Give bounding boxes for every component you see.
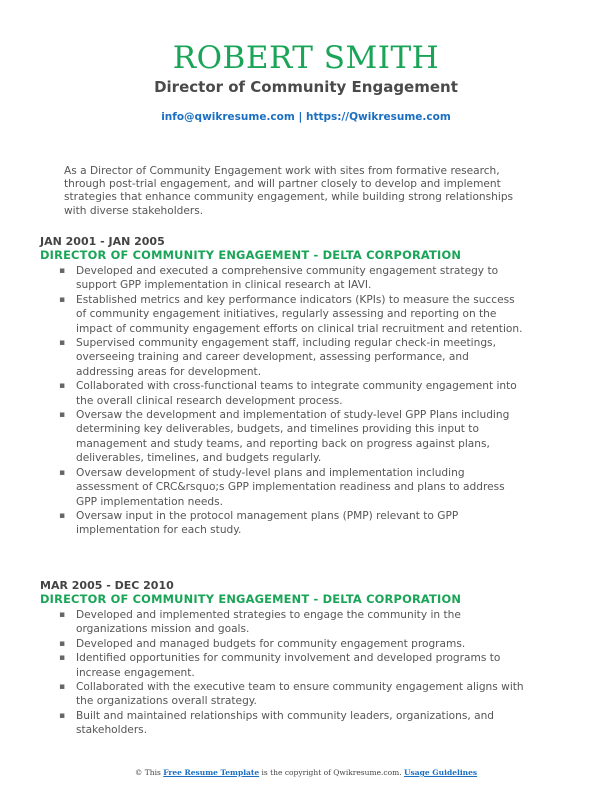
summary: As a Director of Community Engagement work with sites from formative research, through post-trial engagement, and will partner closely to develop and implement strategies that enhance community engagement, while building strong relationships with diverse stakeholders. (64, 165, 514, 217)
free-resume-template-link[interactable]: Free Resume Template (163, 768, 260, 777)
job-entry (40, 235, 560, 538)
bullet-icon: ▪ (59, 610, 66, 620)
bullet-item (59, 709, 526, 738)
bullet-item (59, 408, 526, 466)
bullet-text: Built and maintained relationships with community leaders, organizations, and stakeholders. (76, 709, 495, 737)
bullet-text: Supervised community engagement staff, including regular check-in meetings, overseeing training and career development, assessing performance, and addressing areas for development. (76, 337, 496, 378)
candidate-name: ROBERT SMITH (172, 40, 440, 76)
bullet-icon: ▪ (59, 510, 66, 521)
bullet-icon: ▪ (59, 638, 66, 649)
footer-text: is the copyright of Qwikresume.com. (259, 768, 405, 777)
contact-line (0, 111, 612, 123)
bullet-item (59, 264, 526, 293)
bullet-item (59, 379, 526, 408)
separator: | (294, 111, 306, 123)
job-bullets (40, 608, 560, 738)
bullet-icon: ▪ (59, 294, 66, 305)
bullet-item (59, 466, 526, 509)
bullet-item (59, 651, 526, 680)
bullet-text: Oversaw the development and implementation of study-level GPP Plans including determining key deliverables, budgets, and timelines providing this input to management and study teams, and reporting back on progress against plans, deliverables, timelines, and budgets regularly. (76, 409, 510, 465)
bullet-item (59, 293, 526, 336)
bullet-text: Identified opportunities for community involvement and developed programs to increase engagement. (76, 652, 501, 679)
footer-text: © This (134, 768, 164, 777)
job-dates: JAN 2001 - JAN 2005 (40, 235, 165, 248)
bullet-text: Collaborated with cross-functional teams to integrate community engagement into the overall clinical research development process. (76, 380, 517, 407)
bullet-icon: ▪ (59, 467, 66, 478)
bullet-text: Established metrics and key performance indicators (KPIs) to measure the success of community engagement initiatives, regularly assessing and reporting on the impact of community engagement efforts on clinical trial recruitment and retention. (76, 293, 523, 335)
bullet-icon: ▪ (59, 266, 66, 276)
email-link[interactable]: info@qwikresume.com (161, 111, 295, 123)
bullet-item (59, 608, 526, 637)
bullet-icon: ▪ (59, 338, 66, 349)
bullet-icon: ▪ (59, 410, 66, 421)
bullet-icon: ▪ (59, 381, 66, 392)
bullet-text: Oversaw input in the protocol management plans (PMP) relevant to GPP implementation for each study. (76, 509, 459, 537)
bullet-text: Collaborated with the executive team to ensure community engagement aligns with the organizations overall strategy. (76, 681, 524, 708)
bullet-item (59, 680, 526, 709)
bullet-text: Developed and implemented strategies to engage the community in the organizations mission and goals. (76, 609, 461, 636)
candidate-title: Director of Community Engagement (154, 78, 458, 96)
bullet-text: Developed and managed budgets for community engagement programs. (76, 637, 466, 650)
bullet-item (59, 336, 526, 379)
job-role: DIRECTOR OF COMMUNITY ENGAGEMENT - DELTA CORPORATION (40, 248, 462, 262)
bullet-text: Developed and executed a comprehensive community engagement strategy to support GPP implementation in clinical research at IAVI. (76, 265, 499, 292)
footer (0, 768, 612, 777)
job-bullets (40, 264, 560, 538)
job-role: DIRECTOR OF COMMUNITY ENGAGEMENT - DELTA CORPORATION (40, 592, 462, 606)
bullet-item (59, 509, 526, 538)
bullet-item (59, 637, 526, 651)
job-entry (40, 579, 560, 738)
website-link[interactable]: https://Qwikresume.com (305, 111, 451, 123)
bullet-icon: ▪ (59, 682, 66, 693)
bullet-icon: ▪ (59, 710, 66, 721)
bullet-text: Oversaw development of study-level plans and implementation including assessment of CRC&rsquo;s GPP implementation readiness and plans to address GPP implementation needs. (76, 466, 505, 508)
usage-guidelines-link[interactable]: Usage Guidelines (404, 768, 478, 777)
job-dates: MAR 2005 - DEC 2010 (40, 579, 174, 592)
bullet-icon: ▪ (59, 653, 66, 664)
